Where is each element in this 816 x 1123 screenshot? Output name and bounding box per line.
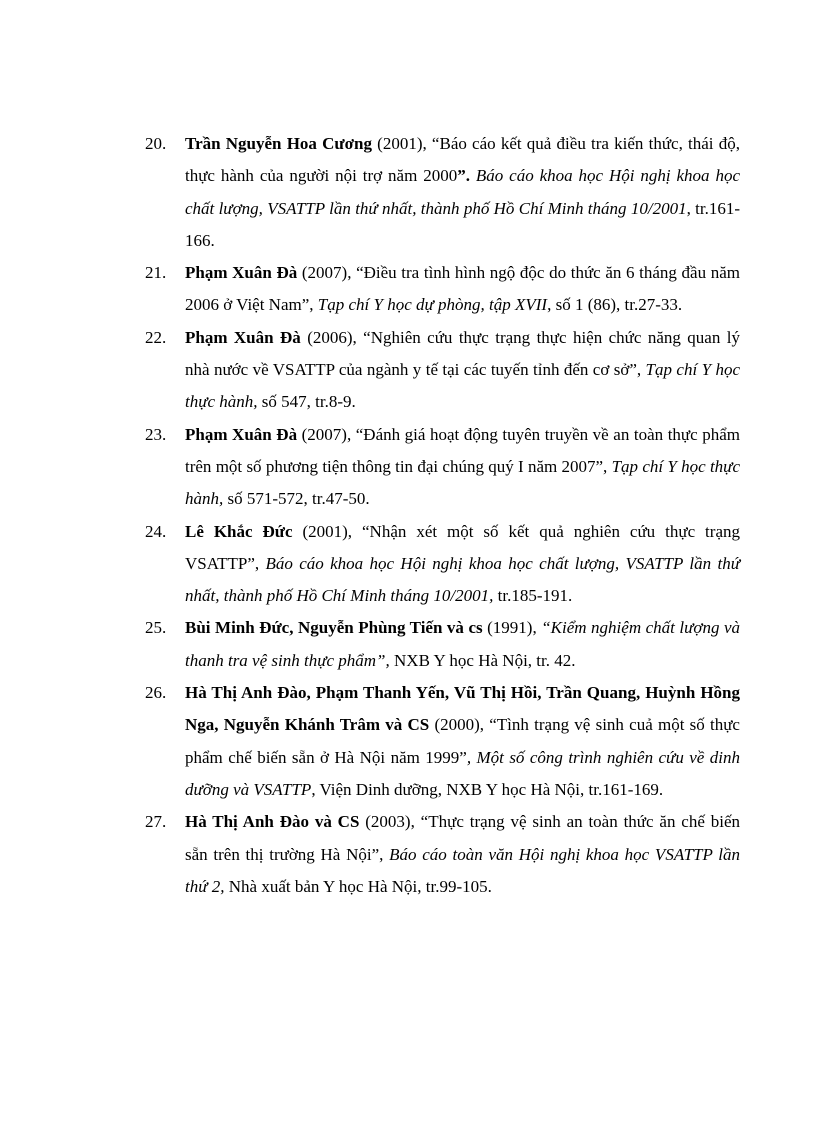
- reference-text: tr.185-191.: [493, 586, 573, 606]
- reference-text: (2001), “Báo cáo kết quả điều tra kiến thức, thái độ, thực hành của người nội trợ năm 2000: [185, 134, 740, 186]
- reference-number: 23.: [145, 424, 167, 444]
- reference-text: , tr.161-166.: [185, 198, 741, 250]
- reference-authors: Lê Khắc Đức: [185, 521, 293, 541]
- reference-text: , Viện Dinh dưỡng, NXB Y học Hà Nội, tr.161-169.: [311, 779, 664, 799]
- reference-text: (2007), “Đánh giá hoạt động tuyên truyền về an toàn thực phẩm trên một số phương tiện thông tin đại chúng quý I năm 2007”,: [185, 424, 740, 476]
- reference-text: Nhà xuất bản Y học Hà Nội, tr.99-105.: [224, 876, 492, 896]
- reference-authors: Hà Thị Anh Đào và CS: [185, 812, 360, 832]
- reference-text: , số 1 (86), tr.27-33.: [547, 295, 683, 315]
- reference-item: [145, 677, 740, 806]
- reference-item: [145, 612, 740, 677]
- reference-authors: Phạm Xuân Đà: [185, 263, 298, 283]
- reference-source: , Một số công trình nghiên cứu về dinh dưỡng và VSATTP: [185, 747, 740, 799]
- reference-authors: Phạm Xuân Đà: [185, 424, 298, 444]
- reference-item: [145, 516, 740, 613]
- reference-number: 24.: [145, 521, 167, 541]
- reference-number: 20.: [145, 134, 167, 153]
- reference-source: “Kiểm nghiệm chất lượng và thanh tra vệ sinh thực phẩm”,: [185, 618, 740, 670]
- reference-list: [145, 128, 740, 903]
- reference-text: (1991),: [482, 618, 542, 638]
- reference-text: (2007), “Điều tra tình hình ngộ độc do thức ăn 6 tháng đầu năm 2006 ở Việt Nam”,: [185, 263, 740, 315]
- reference-item: [145, 322, 740, 419]
- reference-text: NXB Y học Hà Nội, tr. 42.: [389, 650, 576, 670]
- reference-authors: ”.: [457, 166, 470, 186]
- reference-text: (2001), “Nhận xét một số kết quả nghiên cứu thực trạng VSATTP”,: [185, 521, 740, 573]
- reference-source: Báo cáo toàn văn Hội nghị khoa học VSATTP lần thứ 2,: [185, 844, 741, 896]
- reference-authors: Trần Nguyễn Hoa Cương: [185, 134, 372, 153]
- reference-text: số 571-572, tr.47-50.: [223, 489, 370, 509]
- reference-number: 22.: [145, 327, 167, 347]
- reference-text: số 547, tr.8-9.: [257, 392, 356, 412]
- reference-source: Tạp chí Y học thực hành,: [185, 360, 740, 412]
- reference-text: (2006), “Nghiên cứu thực trạng thực hiện chức năng quan lý nhà nước về VSATTP của ngành y tế tại các tuyến tỉnh đến cơ sở”,: [185, 327, 740, 380]
- reference-item: [145, 128, 740, 257]
- reference-source: Báo cáo khoa học Hội nghị khoa học chất lượng, VSATTP lần thứ nhất, thành phố Hồ Chí Minh tháng 10/2001: [185, 166, 741, 218]
- reference-text: (2003), “Thực trạng vệ sinh an toàn thức ăn chế biến sẵn trên thị trường Hà Nội”,: [185, 812, 740, 864]
- reference-source: Tạp chí Y học thực hành,: [185, 456, 740, 509]
- reference-number: 26.: [145, 683, 167, 703]
- reference-source: Tạp chí Y học dự phòng, tập XVII: [317, 295, 548, 315]
- reference-item: [145, 257, 740, 322]
- reference-item: [145, 419, 740, 516]
- reference-authors: Phạm Xuân Đà: [185, 327, 301, 347]
- reference-number: 21.: [145, 263, 167, 283]
- reference-item: [145, 806, 740, 903]
- reference-text: (2000), “Tình trạng vệ sinh cuả một số thực phẩm chế biến sẵn ở Hà Nội năm 1999”: [185, 715, 740, 767]
- reference-authors: Bùi Minh Đức, Nguyễn Phùng Tiến và cs: [185, 618, 483, 638]
- reference-number: 25.: [145, 618, 167, 638]
- reference-number: 27.: [145, 812, 167, 832]
- reference-source: Báo cáo khoa học Hội nghị khoa học chất lượng, VSATTP lần thứ nhất, thành phố Hồ Chí Minh tháng 10/2001,: [185, 553, 740, 606]
- reference-authors: Hà Thị Anh Đào, Phạm Thanh Yến, Vũ Thị Hồi, Trần Quang, Huỳnh Hồng Nga, Nguyễn Khánh Trâm và CS: [185, 683, 740, 735]
